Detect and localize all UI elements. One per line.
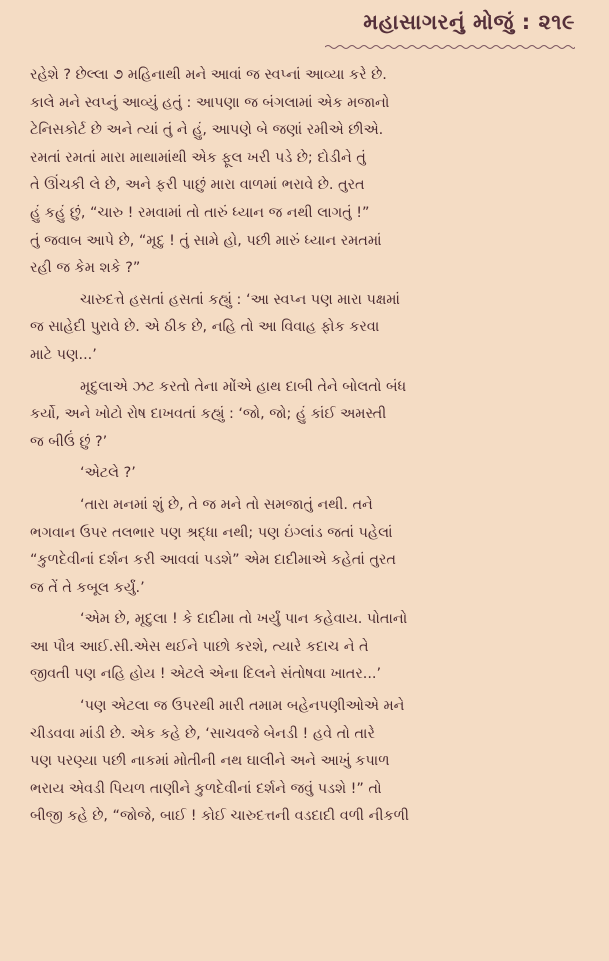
text-line: ‘તારા મનમાં શું છે, તે જ મને તો સમજાતું નથી. તને bbox=[80, 496, 373, 513]
paragraph bbox=[30, 492, 585, 602]
text-line: જ તેં તે કબૂલ કર્યું.’ bbox=[30, 579, 145, 596]
text-line: રહી જ કેમ શકે ?” bbox=[30, 260, 141, 277]
text-line: ટેનિસકોર્ટ છે અને ત્યાં તું ને હું, આપણે બે જણાં રમીએ છીએ. bbox=[30, 122, 384, 139]
text-line: જ સાહેદી પુરાવે છે. એ ઠીક છે, નહિ તો આ વિવાહ ફોક કરવા bbox=[30, 319, 380, 336]
text-line: કાલે મને સ્વપ્નું આવ્યું હતું : આપણા જ બંગલામાં એક મજાનો bbox=[30, 94, 390, 111]
text-line: આ પૌત્ર આઈ.સી.એસ થઈને પાછો કરશે, ત્યારે કદાચ ને તે bbox=[30, 638, 369, 655]
text-line: બીજી કહે છે, “જોજે, બાઈ ! કોઈ ચારુદત્તની વડદાદી વળી નીકળી bbox=[30, 808, 409, 825]
running-header: મહાસાગરનું મોજું : ૨૧૯ bbox=[363, 10, 575, 34]
text-line: કર્યો, અને ખોટો રોષ દાખવતાં કહ્યું : ‘જો, જો; હું કાંઈ અમસ્તી bbox=[30, 406, 387, 423]
paragraph bbox=[30, 460, 585, 488]
text-line: “કુળદેવીનાં દર્શન કરી આવવાં પડશે” એમ દાદીમાએ કહેતાં તુરત bbox=[30, 552, 396, 569]
text-line: ‘એમ છે, મૃદુલા ! કે દાદીમા તો ખર્યું પાન કહેવાય. પોતાનો bbox=[80, 611, 408, 628]
text-line: ભરાય એવડી પિયળ તાણીને કુળદેવીનાં દર્શને જવું પડશે !” તો bbox=[30, 780, 382, 797]
paragraph bbox=[30, 606, 585, 689]
text-line: મૃદુલાએ ઝટ કરતો તેના મોંએ હાથ દાબી તેને બોલતો બંધ bbox=[80, 378, 407, 395]
text-line: ચારુદત્તે હસતાં હસતાં કહ્યું : ‘આ સ્વપ્ન પણ મારા પક્ષમાં bbox=[80, 291, 400, 308]
text-line: તું જવાબ આપે છે, “મૃદુ ! તું સામે હો, પછી મારું ધ્યાન રમતમાં bbox=[30, 232, 382, 249]
text-line: તે ઊંચકી લે છે, અને ફરી પાછું મારા વાળમાં ભરાવે છે. તુરત bbox=[30, 177, 365, 194]
text-line: જ બીઉં છું ?’ bbox=[30, 433, 108, 450]
header-wavy-rule bbox=[325, 44, 575, 50]
paragraph bbox=[30, 693, 585, 831]
text-line: જીવતી પણ નહિ હોય ! એટલે એના દિલને સંતોષવા ખાતર...’ bbox=[30, 666, 382, 683]
text-line: હું કહું છું, “ચારુ ! રમવામાં તો તારું ધ્યાન જ નથી લાગતું !” bbox=[30, 204, 370, 221]
text-line: રહેશે ? છેલ્લા ૭ મહિનાથી મને આવાં જ સ્વપ્નાં આવ્યા કરે છે. bbox=[30, 67, 387, 83]
text-line: ચીડવવા માંડી છે. એક કહે છે, ‘સાચવજે બેનડી ! હવે તો તારે bbox=[30, 725, 375, 742]
paragraph bbox=[30, 374, 585, 457]
text-line: પણ પરણ્યા પછી નાકમાં મોતીની નથ ઘાલીને અને આખું કપાળ bbox=[30, 753, 390, 770]
paragraph bbox=[30, 62, 585, 283]
page-body-text bbox=[30, 62, 585, 831]
text-line: ‘પણ એટલા જ ઉપરથી મારી તમામ બહેનપણીઓએ મને bbox=[80, 698, 405, 715]
text-line: રમતાં રમતાં મારા માથામાંથી એક ફૂલ ખરી પડે છે; દોડીને તું bbox=[30, 149, 366, 166]
text-line: માટે પણ...’ bbox=[30, 346, 97, 363]
text-line: ભગવાન ઉપર તલભાર પણ શ્રદ્ધા નથી; પણ ઇંગ્લાંડ જતાં પહેલાં bbox=[30, 524, 393, 541]
text-line: ‘એટલે ?’ bbox=[80, 465, 136, 482]
paragraph bbox=[30, 287, 585, 370]
